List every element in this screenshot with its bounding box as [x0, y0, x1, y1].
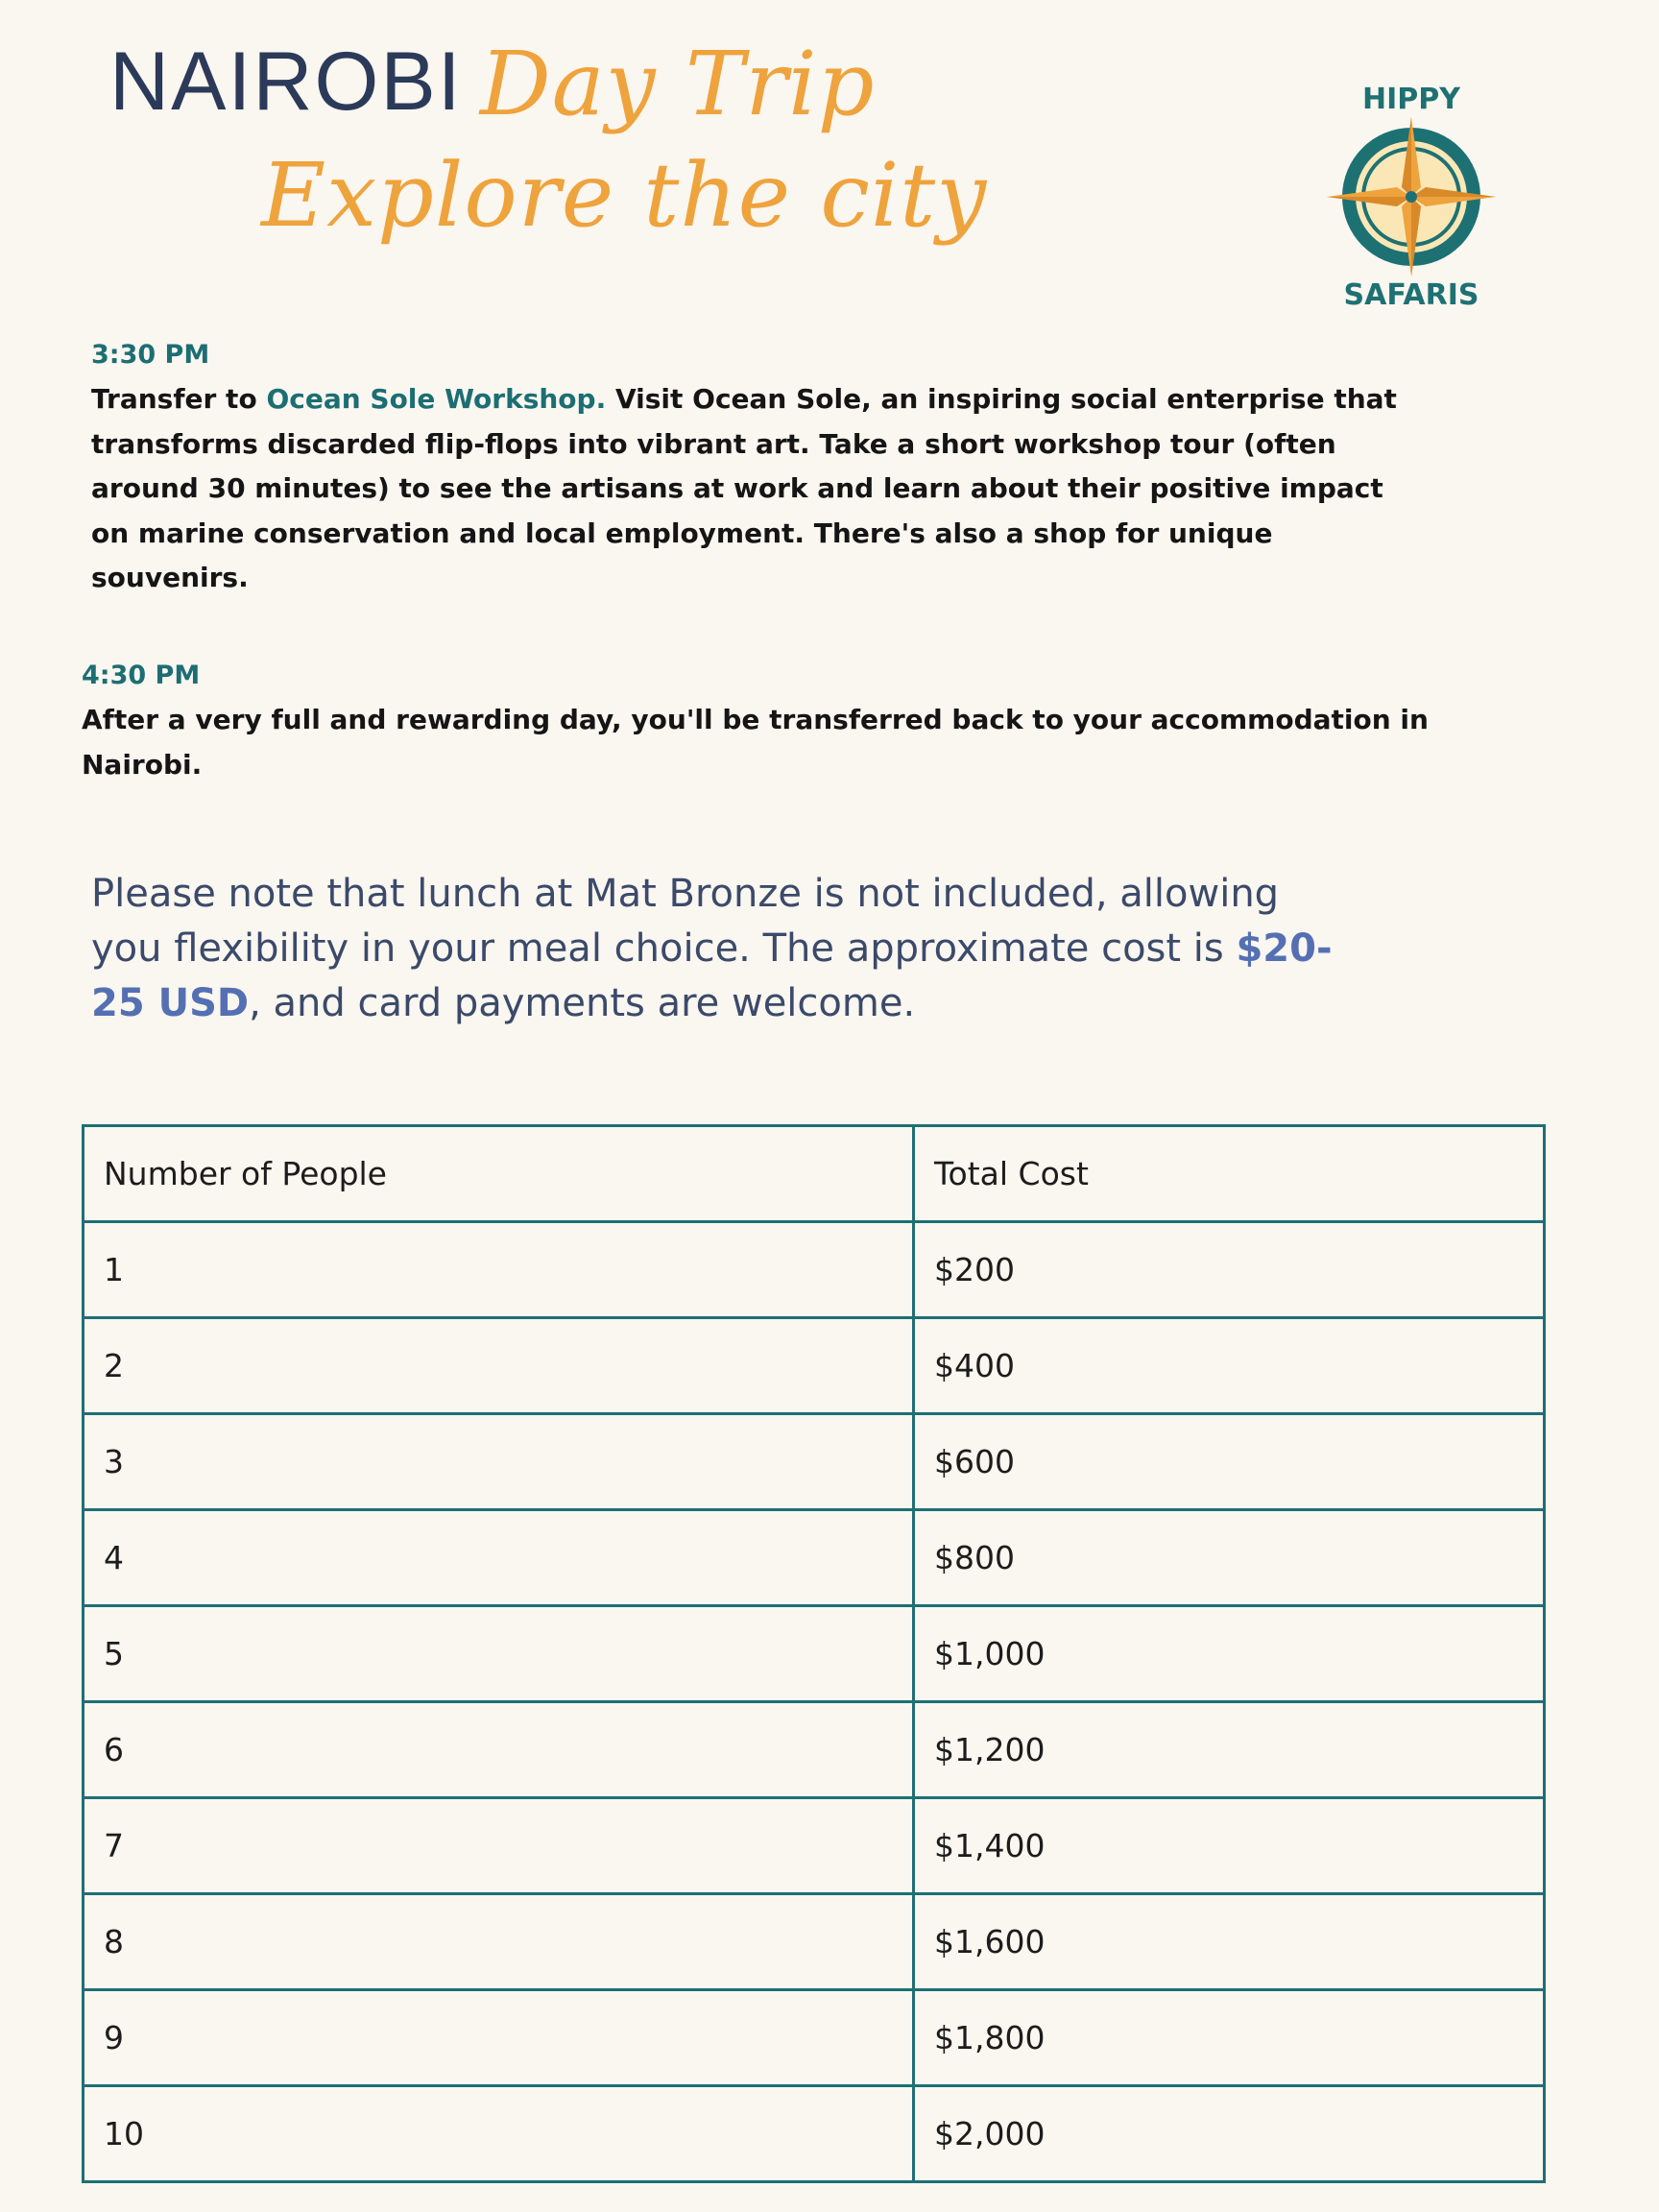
column-header-cost: Total Cost [914, 1126, 1545, 1222]
compass-icon [1325, 115, 1498, 278]
table-row [84, 1990, 1545, 2086]
people-cell: 1 [84, 1222, 914, 1318]
page-subtitle-day-trip: Day Trip [480, 33, 876, 135]
table-row [84, 1222, 1545, 1318]
people-cell: 7 [84, 1798, 914, 1894]
itinerary-description: After a very full and rewarding day, you'll be transferred back to your accommodation in Nairobi. [82, 704, 1429, 781]
table-row [84, 1894, 1545, 1990]
people-cell: 5 [84, 1606, 914, 1702]
table-row [84, 1318, 1545, 1414]
column-header-people: Number of People [84, 1126, 914, 1222]
note-text-before: Please note that lunch at Mat Bronze is not included, allowing you flexibility in your meal choice. The approximate cost is [91, 872, 1280, 971]
lunch-price: $20-25 USD [91, 926, 1333, 1025]
cost-cell: $800 [914, 1510, 1545, 1606]
table-row [84, 2086, 1545, 2182]
cost-cell: $1,800 [914, 1990, 1545, 2086]
table-row [84, 1798, 1545, 1894]
people-cell: 3 [84, 1414, 914, 1510]
people-cell: 9 [84, 1990, 914, 2086]
ocean-sole-workshop-link[interactable]: Ocean Sole Workshop. [266, 383, 607, 415]
logo-top-text: HIPPY [1362, 83, 1460, 116]
cost-cell: $1,600 [914, 1894, 1545, 1990]
logo-bottom-text: SAFARIS [1343, 278, 1479, 312]
lunch-note [91, 867, 1358, 1031]
page-title: NAIROBI [109, 36, 463, 128]
itinerary-time: 4:30 PM [82, 661, 201, 690]
cost-cell: $200 [914, 1222, 1545, 1318]
cost-cell: $1,200 [914, 1702, 1545, 1798]
cost-cell: $1,000 [914, 1606, 1545, 1702]
cost-table [82, 1124, 1546, 2183]
cost-cell: $1,400 [914, 1798, 1545, 1894]
people-cell: 10 [84, 2086, 914, 2182]
cost-cell: $400 [914, 1318, 1545, 1414]
table-row [84, 1510, 1545, 1606]
people-cell: 2 [84, 1318, 914, 1414]
people-cell: 6 [84, 1702, 914, 1798]
people-cell: 4 [84, 1510, 914, 1606]
itinerary-description [91, 377, 1416, 601]
table-row [84, 1606, 1545, 1702]
note-text-after: , and card payments are welcome. [249, 981, 916, 1025]
table-header-row [84, 1126, 1545, 1222]
page-tagline: Explore the city [261, 144, 988, 247]
cost-cell: $2,000 [914, 2086, 1545, 2182]
people-cell: 8 [84, 1894, 914, 1990]
itinerary-lead: Transfer to [91, 383, 267, 415]
hippy-safaris-logo [1315, 77, 1507, 317]
itinerary-text: Visit Ocean Sole, an inspiring social enterprise that transforms discarded flip-flops into vibrant art. Take a short workshop tour (often around 30 minutes) to see the artisans at work and learn about their positive impact on marine conservation and local employment. There's also a shop for unique souvenirs. [91, 383, 1397, 593]
table-row [84, 1414, 1545, 1510]
table-row [84, 1702, 1545, 1798]
itinerary-time: 3:30 PM [91, 340, 210, 370]
cost-cell: $600 [914, 1414, 1545, 1510]
